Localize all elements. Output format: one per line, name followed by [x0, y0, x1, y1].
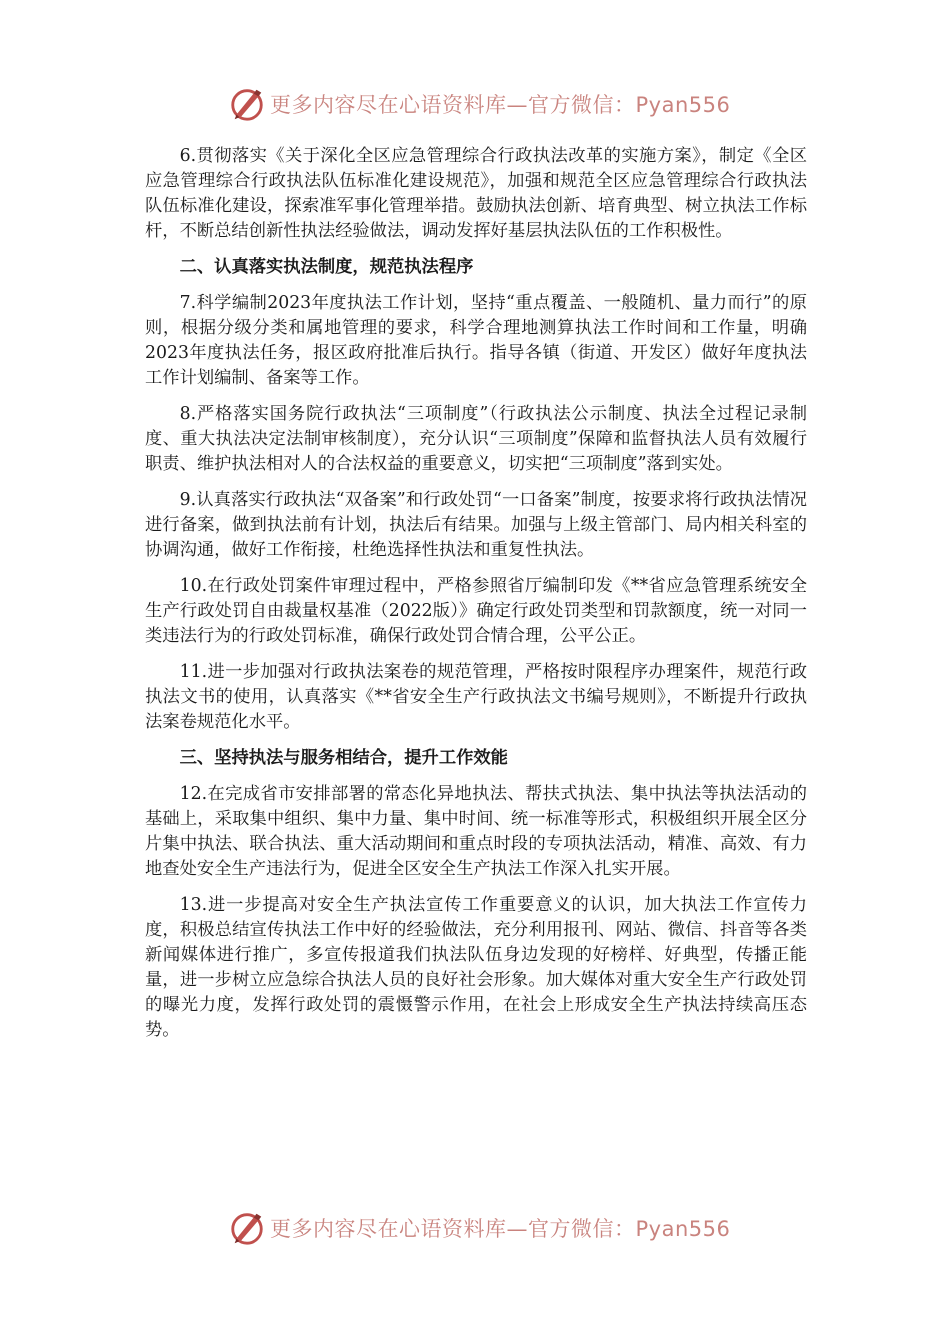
paragraph-7: 7.科学编制2023年度执法工作计划，坚持“重点覆盖、一般随机、量力而行”的原则，根据分级分类和属地管理的要求，科学合理地测算执法工作时间和工作量，明确2023年度执法任务，报区政府批准后执行。指导各镇（街道、开发区）做好年度执法工作计划编制、备案等工作。: [145, 293, 807, 388]
section-heading-2: 二、认真落实执法制度，规范执法程序: [179, 257, 474, 277]
header-banner-text: 更多内容尽在心语资料库—官方微信：Pyan556: [270, 93, 731, 117]
header-banner: [228, 84, 731, 124]
pen-logo-icon: [228, 85, 266, 123]
paragraph-6: 6.贯彻落实《关于深化全区应急管理综合行政执法改革的实施方案》，制定《全区应急管理综合行政执法队伍标准化建设规范》，加强和规范全区应急管理综合行政执法队伍标准化建设，探索准军事化管理举措。鼓励执法创新、培育典型、树立执法工作标杆，不断总结创新性执法经验做法，调动发挥好基层执法队伍的工作积极性。: [145, 146, 807, 241]
paragraph-13: 13.进一步提高对安全生产执法宣传工作重要意义的认识，加大执法工作宣传力度，积极总结宣传执法工作中好的经验做法，充分利用报刊、网站、微信、抖音等各类新闻媒体进行推广，多宣传报道我们执法队伍身边发现的好榜样、好典型，传播正能量，进一步树立应急综合执法人员的良好社会形象。加大媒体对重大安全生产行政处罚的曝光力度，发挥行政处罚的震慑警示作用，在社会上形成安全生产执法持续高压态势。: [145, 895, 807, 1040]
paragraph-10: 10.在行政处罚案件审理过程中，严格参照省厅编制印发《**省应急管理系统安全生产行政处罚自由裁量权基准（2022版）》确定行政处罚类型和罚款额度，统一对同一类违法行为的行政处罚标准，确保行政处罚合情合理，公平公正。: [145, 576, 807, 646]
pen-logo-icon: [228, 1209, 266, 1247]
footer-banner-text: 更多内容尽在心语资料库—官方微信：Pyan556: [270, 1217, 731, 1241]
paragraph-11: 11.进一步加强对行政执法案卷的规范管理，严格按时限程序办理案件，规范行政执法文书的使用，认真落实《**省安全生产行政执法文书编号规则》，不断提升行政执法案卷规范化水平。: [145, 662, 807, 732]
section-heading-3: 三、坚持执法与服务相结合，提升工作效能: [179, 748, 508, 768]
document-body: [145, 144, 807, 1054]
footer-banner: [228, 1208, 731, 1248]
paragraph-8: 8.严格落实国务院行政执法“三项制度”（行政执法公示制度、执法全过程记录制度、重大执法决定法制审核制度），充分认识“三项制度”保障和监督执法人员有效履行职责、维护执法相对人的合法权益的重要意义，切实把“三项制度”落到实处。: [145, 404, 807, 474]
paragraph-12: 12.在完成省市安排部署的常态化异地执法、帮扶式执法、集中执法等执法活动的基础上，采取集中组织、集中力量、集中时间、统一标准等形式，积极组织开展全区分片集中执法、联合执法、重大活动期间和重点时段的专项执法活动，精准、高效、有力地查处安全生产违法行为，促进全区安全生产执法工作深入扎实开展。: [145, 784, 807, 879]
paragraph-9: 9.认真落实行政执法“双备案”和行政处罚“一口备案”制度，按要求将行政执法情况进行备案，做到执法前有计划，执法后有结果。加强与上级主管部门、局内相关科室的协调沟通，做好工作衔接，杜绝选择性执法和重复性执法。: [145, 490, 807, 560]
